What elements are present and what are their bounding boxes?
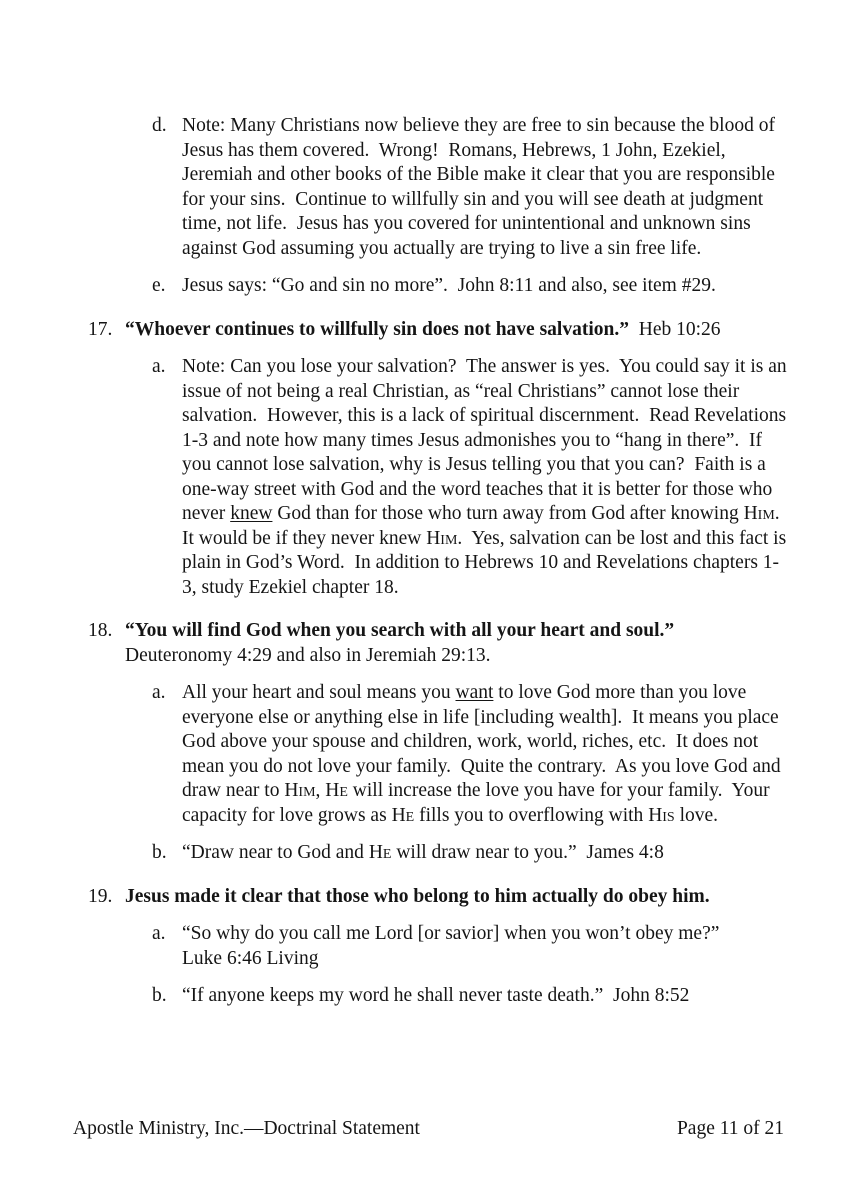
text-segment: . It would be if they never knew — [182, 503, 790, 549]
text-segment: “Whoever continues to willfully sin does not have salvation.” — [125, 318, 629, 340]
text-segment: Jesus made it clear that those who belong to him actually do obey him. — [125, 885, 710, 907]
item-text — [182, 115, 780, 259]
text-segment: God than for those who turn away from God after knowing — [272, 503, 744, 524]
text-segment: Note: Many Christians now believe they are free to sin because the blood of Jesus has them covered. Wrong! Romans, Hebrews, 1 John, Ezekiel, Jeremiah and other books of the Bible make it clear that you are responsible for your sins. Continue to willfully sin and you will see death at judgment time, not life. Jesus has you covered for unintentional and unknown sins against God assuming you actually are trying to live a sin free life. — [182, 115, 780, 259]
doctrine-subitem — [0, 841, 850, 866]
text-segment: Jesus says: “Go and sin no more”. John 8:11 and also, see item #29. — [182, 275, 716, 296]
text-segment: He — [368, 842, 392, 863]
item-label: b. — [152, 842, 167, 863]
text-segment: Him — [426, 527, 458, 549]
footer-document-title: Apostle Ministry, Inc.—Doctrinal Statement — [73, 1118, 420, 1139]
text-segment: Luke 6:46 Living — [182, 947, 319, 969]
text-segment: will increase the love you have for your family. Your capacity for love grows as — [182, 780, 775, 826]
text-segment: fills you to overflowing with — [414, 804, 649, 826]
text-segment: will draw near to you.” James 4:8 — [391, 842, 664, 863]
text-segment: to love God more than you love everyone else or anything else in life [including wealth]. It means you place God above your spouse and children, work, world, riches, etc. It does not mean you do not love your family. Quite the contrary. As you love God and draw near to — [182, 682, 786, 801]
doctrine-item — [0, 318, 850, 343]
text-segment: He — [391, 804, 415, 826]
item-text — [182, 275, 716, 296]
text-segment: “You will find God when you search with all your heart and soul.” — [125, 620, 675, 641]
text-segment: . Yes, salvation can be lost and this fact is plain in God’s Word. In addition to Hebrews 10 and Revelations chapters 1-3, study Ezekiel chapter 18. — [182, 527, 792, 598]
doctrine-subitem — [0, 984, 850, 1009]
item-label: d. — [152, 115, 167, 136]
item-label: a. — [152, 356, 166, 377]
text-segment: Him — [743, 503, 775, 524]
item-label: e. — [152, 275, 166, 296]
text-segment: knew — [230, 503, 273, 524]
item-label: b. — [152, 985, 167, 1006]
text-segment: He — [325, 780, 348, 801]
text-segment: love. — [674, 804, 719, 826]
item-text — [182, 682, 785, 826]
doctrine-subitem — [0, 114, 850, 261]
item-label: a. — [152, 923, 166, 944]
text-segment: All your heart and soul means you — [182, 682, 456, 703]
text-segment: want — [455, 682, 494, 703]
item-text — [182, 356, 791, 598]
item-label: 19. — [88, 885, 113, 907]
footer-page-number: Page 11 of 21 — [676, 1118, 784, 1139]
text-segment: “So why do you call me Lord [or savior] when you won’t obey me?” — [182, 923, 720, 944]
text-segment: Deuteronomy 4:29 and also in Jeremiah 29:13. — [125, 644, 491, 666]
text-segment: Note: Can you lose your salvation? The answer is yes. You could say it is an issue of not being a real Christian, as “real Christians” cannot lose their salvation. However, this is a lack of spiritual discernment. Read Revelations 1-3 and note how many times Jesus admonishes you to “hang in there”. If you cannot lose salvation, why is Jesus telling you that you can? Faith is a one-way street with God and the word teaches that it is better for those who never — [182, 356, 792, 524]
item-text — [125, 886, 710, 907]
text-segment: Heb 10:26 — [628, 318, 721, 340]
text-segment: “Draw near to God and — [182, 842, 369, 863]
doctrine-subitem — [0, 681, 850, 828]
item-label: 18. — [88, 620, 113, 641]
item-text — [125, 620, 674, 666]
text-segment: , — [315, 780, 326, 801]
text-segment: “If anyone keeps my word he shall never taste death.” John 8:52 — [182, 985, 690, 1006]
doctrine-subitem — [0, 274, 850, 299]
text-segment: Him — [284, 780, 316, 801]
item-text — [182, 842, 664, 863]
text-segment: His — [648, 804, 675, 826]
item-label: a. — [152, 682, 166, 703]
item-text — [125, 319, 721, 340]
doctrine-item — [0, 885, 850, 910]
item-label: 17. — [88, 318, 113, 340]
doctrine-subitem — [0, 355, 850, 600]
page-footer — [0, 1117, 850, 1142]
doctrine-subitem — [0, 922, 850, 971]
doctrine-item — [0, 619, 850, 668]
item-text — [182, 985, 689, 1006]
item-text — [182, 923, 719, 969]
